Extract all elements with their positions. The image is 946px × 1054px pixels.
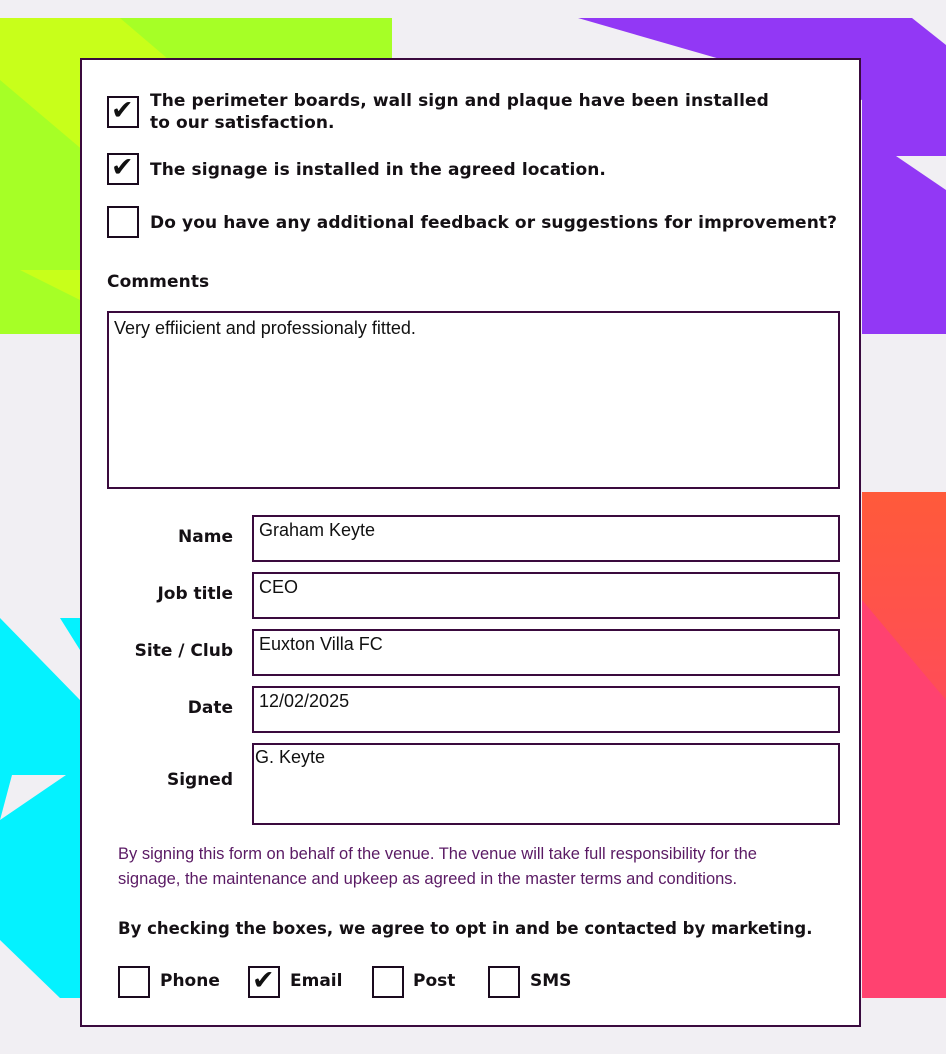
email-label: Email <box>290 971 343 991</box>
signed-label: Signed <box>166 770 233 790</box>
job-title-field[interactable] <box>252 572 840 619</box>
question-installed-satisfaction: The perimeter boards, wall sign and plaque have been installed to our satisfaction. <box>150 91 769 133</box>
job-title-value: CEO <box>259 577 299 597</box>
disclaimer-text: By signing this form on behalf of the venue. The venue will take full responsibility for the signage, the maintenance and upkeep as agreed in the master terms and conditions. <box>118 845 757 888</box>
name-value: Graham Keyte <box>259 520 376 540</box>
job-title-label: Job title <box>157 584 233 604</box>
signature-field[interactable] <box>252 743 840 825</box>
check-mark-icon: ✔ <box>111 95 134 126</box>
checkbox-post[interactable] <box>372 966 404 998</box>
check-mark-icon: ✔ <box>252 965 275 996</box>
post-label: Post <box>413 971 456 991</box>
site-club-field[interactable] <box>252 629 840 676</box>
feedback-form-card <box>80 58 861 1027</box>
sms-label: SMS <box>530 971 572 991</box>
phone-label: Phone <box>160 971 220 991</box>
date-field[interactable] <box>252 686 840 733</box>
checkbox-additional-feedback[interactable] <box>107 206 139 238</box>
checkbox-sms[interactable] <box>488 966 520 998</box>
site-club-label: Site / Club <box>134 641 233 661</box>
name-label: Name <box>178 527 233 547</box>
comments-value: Very effiicient and professionaly fitted. <box>114 318 416 338</box>
site-club-value: Euxton Villa FC <box>259 634 383 654</box>
signature-value: G. Keyte <box>255 747 326 767</box>
date-value: 12/02/2025 <box>259 691 350 711</box>
marketing-optin-text: By checking the boxes, we agree to opt in and be contacted by marketing. <box>118 919 813 938</box>
name-field[interactable] <box>252 515 840 562</box>
checkbox-agreed-location[interactable] <box>107 153 139 185</box>
date-label: Date <box>187 698 233 718</box>
checkbox-email[interactable] <box>248 966 280 998</box>
question-agreed-location: The signage is installed in the agreed location. <box>150 160 606 180</box>
check-mark-icon: ✔ <box>111 152 134 183</box>
checkbox-phone[interactable] <box>118 966 150 998</box>
comments-textarea[interactable] <box>107 311 840 489</box>
checkbox-installed-satisfaction[interactable] <box>107 96 139 128</box>
comments-label: Comments <box>107 272 210 292</box>
question-additional-feedback: Do you have any additional feedback or suggestions for improvement? <box>150 213 838 233</box>
